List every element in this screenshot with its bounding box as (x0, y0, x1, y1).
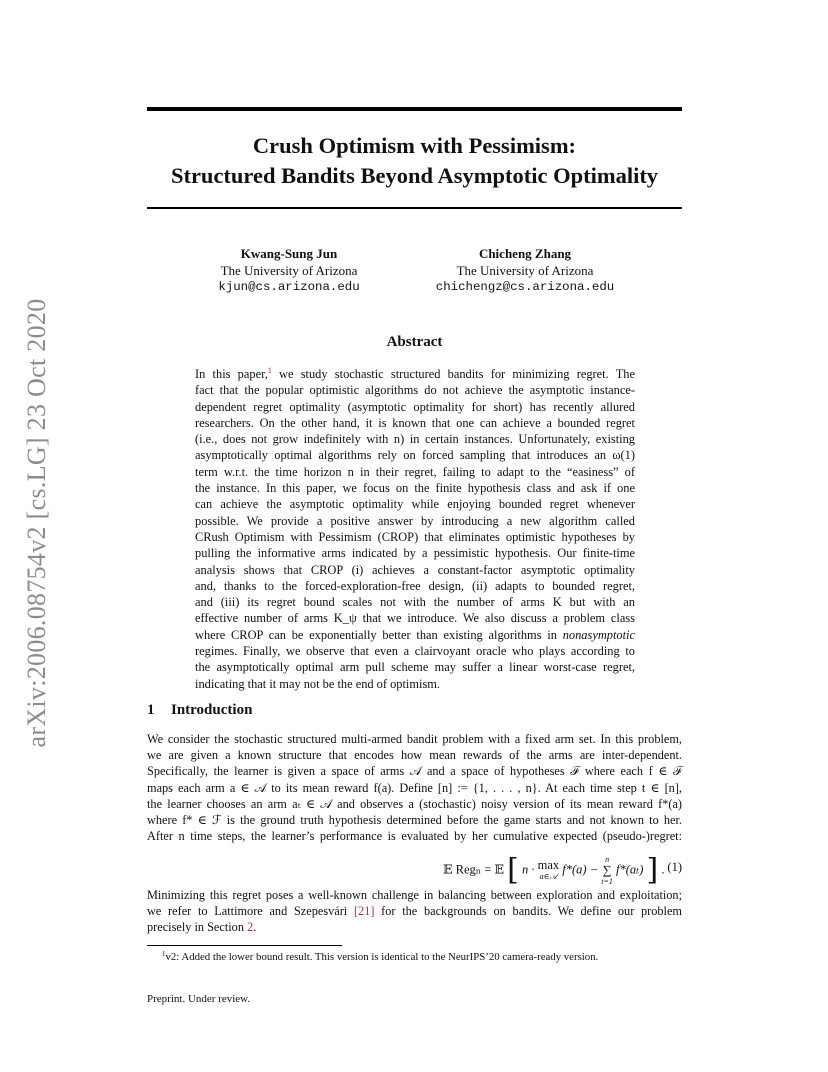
emphasis-nonasymptotic: nonasymptotic (562, 627, 635, 642)
right-bracket-icon: ] (646, 852, 659, 888)
abstract-line: effective number of arms K_ψ that we introduce. We also discuss a problem class (195, 611, 635, 626)
body-line: precisely in Section 2. (147, 920, 257, 935)
footnote-rule (147, 945, 342, 946)
footnote-marker[interactable]: 1 (267, 366, 272, 375)
abstract-line: and (iii) its regret bound scales not with the number of arms K but with an (195, 595, 635, 610)
equation-lhs: 𝔼 Regₙ = 𝔼 (443, 862, 505, 877)
abstract-line: analysis shows that CROP (i) achieves a constant-factor asymptotic optimality (195, 562, 635, 577)
arxiv-id: arXiv:2006.08754v2 [cs.LG] 23 Oct 2020 (22, 298, 51, 748)
abstract-line: fact that the popular optimistic algorithms do not achieve the asymptotic instance- (195, 383, 635, 398)
abstract-line: pulling the informative arms indicated by a pessimistic hypothesis. Our finite-time (195, 546, 635, 561)
abstract-line: the instance. In this paper, we focus on the finite hypothesis class and ask if one (195, 481, 635, 496)
equation-1 (147, 846, 682, 886)
body-line: Minimizing this regret poses a well-known challenge in balancing between exploration and exploitation; (147, 888, 682, 902)
body-line: After n time steps, the learner’s performance is evaluated by her cumulative expected (pseudo-)regret: (147, 829, 682, 844)
body-line: Specifically, the learner is given a space of arms 𝒜 and a space of hypotheses ℱ where each f ∈ ℱ (147, 764, 682, 779)
abstract-line: indicating that it may not be the end of optimism. (195, 676, 441, 691)
body-line: where f* ∈ ℱ is the ground truth hypothesis determined before the game starts and not known to her. (147, 813, 682, 828)
title-line-1: Crush Optimism with Pessimism: (252, 133, 577, 158)
max-operator: max a∈𝒜 (537, 857, 560, 881)
author-block-1 (179, 246, 399, 296)
footnote-text: v2: Added the lower bound result. This version is identical to the NeurIPS’20 camera-ready version. (165, 951, 599, 963)
abstract-line: researchers. On the other hand, it is known that one can achieve a bounded regret (195, 415, 635, 430)
abstract-line: CRush Optimism with Pessimism (CROP) that eliminates optimistic hypotheses by (195, 529, 635, 544)
author-affiliation: The University of Arizona (220, 262, 358, 278)
abstract-line: asymptotically optimal algorithms rely on forced sampling that introduces an ω(1) (195, 448, 635, 463)
arxiv-sidebar-stamp (14, 288, 60, 758)
abstract-line: term w.r.t. the time horizon n in their regret, failing to adapt to the “easiness” of (195, 464, 635, 479)
footnote-number: 1 (162, 950, 166, 958)
abstract-line: and, thanks to the forced-exploration-free design, (ii) adapts to bounded regret, (195, 578, 635, 593)
section-heading (147, 702, 252, 719)
title-top-rule (147, 107, 682, 111)
intro-paragraph-1 (147, 731, 682, 844)
abstract-line: the asymptotically optimal arm pull scheme may suffer a linear worst-case regret, (195, 660, 635, 675)
author-block-2 (415, 246, 635, 296)
section-link[interactable]: 2 (247, 920, 254, 935)
sum-operator: n ∑ t=1 (601, 855, 613, 886)
preprint-note: Preprint. Under review. (147, 993, 251, 1005)
author-name: Kwang-Sung Jun (240, 246, 338, 261)
abstract-line: can achieve the asymptotic optimality while enjoying bounded regret whenever (195, 497, 635, 512)
left-bracket-icon: [ (507, 852, 519, 888)
body-line: We consider the stochastic structured multi-armed bandit problem with a fixed arm set. In this problem, (147, 732, 682, 746)
abstract-line: In this paper,$^1$ we study stochastic structured bandits for minimizing regret. The (195, 366, 635, 381)
abstract-line: possible. We provide a positive answer by introducing a new algorithm called (195, 513, 635, 528)
abstract-line: where CROP can be exponentially better than existing algorithms in nonasymptotic (195, 627, 635, 642)
intro-paragraph-2 (147, 887, 682, 936)
body-line: we are given a known structure that encodes how mean rewards of the arms are inter-dependent. (147, 748, 682, 763)
abstract-line: regimes. Finally, we observe that even a clairvoyant oracle who plays according to (195, 644, 635, 659)
author-email[interactable]: kjun@cs.arizona.edu (218, 280, 360, 294)
section-title: Introduction (171, 702, 253, 718)
equation-body: 𝔼 Regₙ = 𝔼 [ n · max a∈𝒜 f*(a) − n ∑ t=1 f*(aₜ) ] . (443, 852, 665, 888)
body-line: maps each arm a ∈ 𝒜 to its mean reward f(a). Define [n] := {1, . . . , n}. At each time step t ∈ [n], (147, 780, 682, 795)
citation-link[interactable]: [21] (353, 904, 375, 919)
abstract-heading: Abstract (386, 334, 443, 350)
body-line: the learner chooses an arm aₜ ∈ 𝒜 and observes a (stochastic) noisy version of its mean reward f*(a) (147, 796, 682, 811)
title-line-2: Structured Bandits Beyond Asymptotic Optimality (170, 163, 659, 188)
abstract-line: (i.e., does not grow indefinitely with n) in certain instances. Unfortunately, existing (195, 432, 635, 447)
author-email[interactable]: chichengz@cs.arizona.edu (435, 280, 615, 294)
body-line: we refer to Lattimore and Szepesvári [21] for the backgrounds on bandits. We define our problem (147, 904, 682, 919)
equation-number: (1) (667, 860, 682, 874)
author-name: Chicheng Zhang (478, 246, 572, 261)
author-affiliation: The University of Arizona (456, 262, 594, 278)
footnote (162, 951, 598, 963)
abstract-line: dependent regret optimality (asymptotic optimality for short) has recently allured (195, 399, 635, 414)
abstract-body (195, 366, 635, 692)
title-bottom-rule (147, 207, 682, 209)
paper-title (147, 131, 682, 191)
section-number: 1 (147, 702, 155, 718)
